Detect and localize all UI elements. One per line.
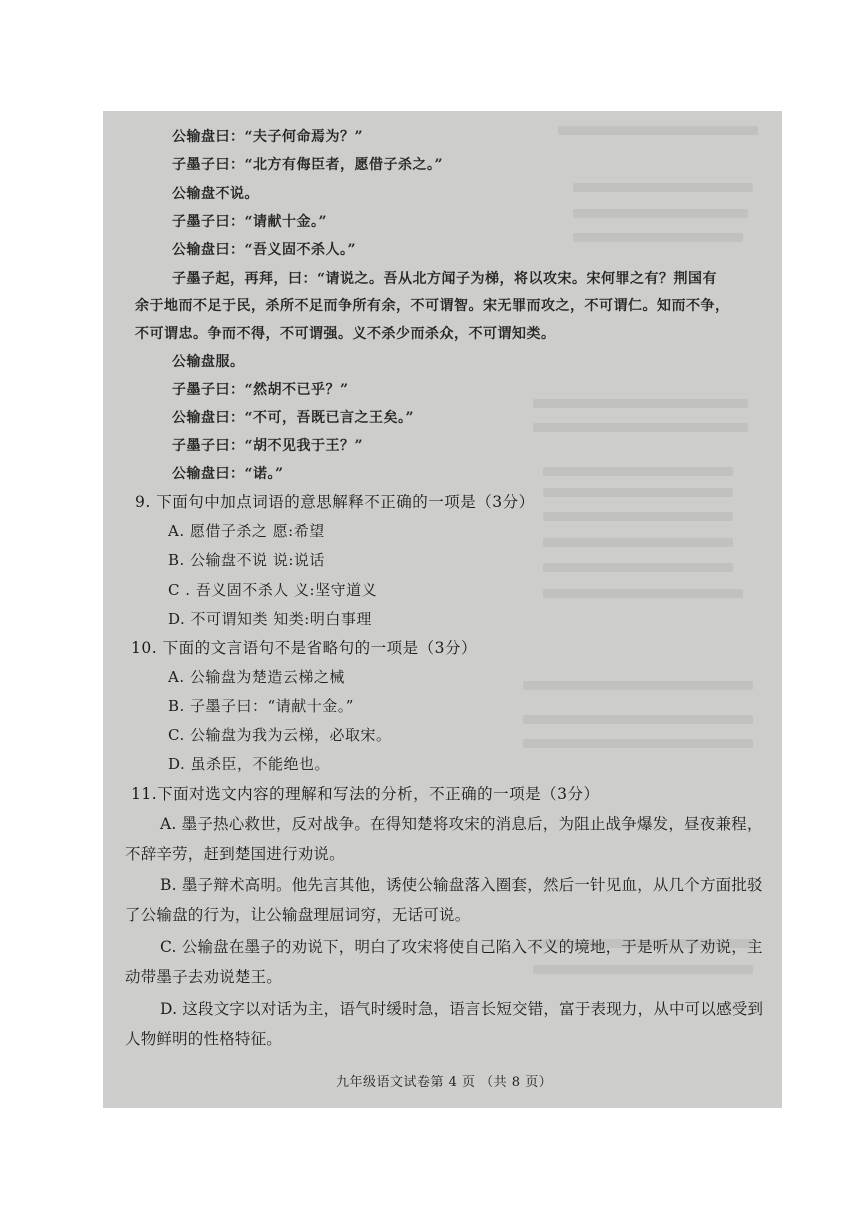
question-11-option-a: A. 墨子热心救世，反对战争。在得知楚将攻宋的消息后，为阻止战争爆发，昼夜兼程， <box>160 815 763 833</box>
question-9-option-b: B. 公输盘不说 说:说话 <box>168 551 325 569</box>
question-11-option-a-cont: 不辞辛劳，赶到楚国进行劝说。 <box>125 845 345 863</box>
bleed-through-mark <box>543 488 733 497</box>
question-11-option-d-cont: 人物鲜明的性格特征。 <box>125 1030 283 1048</box>
question-9-stem: 9. 下面句中加点词语的意思解释不正确的一项是（3分） <box>135 493 535 511</box>
passage-line: 不可谓忠。争而不得，不可谓强。义不杀少而杀众，不可谓知类。 <box>135 326 556 342</box>
passage-line: 公输盘曰：“吾义固不杀人。” <box>172 242 357 258</box>
question-11-option-b-cont: 了公输盘的行为，让公输盘理屈词穷，无话可说。 <box>125 906 471 924</box>
question-11-option-b: B. 墨子辩术高明。他先言其他，诱使公输盘落入圈套，然后一针见血，从几个方面批驳 <box>160 876 763 894</box>
bleed-through-mark <box>558 126 758 135</box>
bleed-through-mark <box>533 423 748 432</box>
passage-line: 子墨子曰：“北方有侮臣者，愿借子杀之。” <box>172 157 444 173</box>
passage-line: 公输盘服。 <box>172 354 245 370</box>
question-10-stem: 10. 下面的文言语句不是省略句的一项是（3分） <box>131 639 477 657</box>
passage-line: 公输盘曰：“不可，吾既已言之王矣。” <box>172 410 415 426</box>
bleed-through-mark <box>543 538 733 547</box>
question-10-option-b: B. 子墨子曰：“请献十金。” <box>168 697 354 715</box>
question-10-option-d: D. 虽杀臣，不能绝也。 <box>168 755 331 773</box>
bleed-through-mark <box>523 681 753 690</box>
bleed-through-mark <box>543 512 733 521</box>
bleed-through-mark <box>543 467 733 476</box>
bleed-through-mark <box>533 965 753 974</box>
bleed-through-mark <box>543 563 733 572</box>
bleed-through-mark <box>523 715 753 724</box>
question-10-option-c: C. 公输盘为我为云梯，必取宋。 <box>168 726 392 744</box>
page-footer: 九年级语文试卷第 4 页 （共 8 页） <box>336 1075 553 1090</box>
question-11-option-c-cont: 动带墨子去劝说楚王。 <box>125 968 283 986</box>
bleed-through-mark <box>533 399 748 408</box>
exam-page <box>103 111 782 1108</box>
passage-line: 子墨子曰：“然胡不已乎？” <box>172 382 349 398</box>
bleed-through-mark <box>573 183 753 192</box>
question-11-stem: 11.下面对选文内容的理解和写法的分析，不正确的一项是（3分） <box>131 785 600 803</box>
passage-line: 公输盘曰：“夫子何命焉为？” <box>172 129 364 145</box>
question-11-option-c: C. 公输盘在墨子的劝说下，明白了攻宋将使自己陷入不义的境地，于是听从了劝说，主 <box>160 938 763 956</box>
bleed-through-mark <box>573 233 743 242</box>
question-11-option-d: D. 这段文字以对话为主，语气时缓时急，语言长短交错，富于表现力，从中可以感受到 <box>160 1000 764 1018</box>
passage-line: 子墨子曰：“请献十金。” <box>172 214 328 230</box>
question-9-option-a: A. 愿借子杀之 愿:希望 <box>168 522 325 540</box>
bleed-through-mark <box>543 589 743 598</box>
bleed-through-mark <box>573 209 748 218</box>
question-9-option-d: D. 不可谓知类 知类:明白事理 <box>168 610 372 628</box>
passage-line: 公输盘曰：“诺。” <box>172 466 284 482</box>
passage-line: 子墨子曰：“胡不见我于王？” <box>172 438 364 454</box>
passage-line: 公输盘不说。 <box>172 186 259 202</box>
question-10-option-a: A. 公输盘为楚造云梯之械 <box>168 668 345 686</box>
passage-line: 子墨子起，再拜，曰：“请说之。吾从北方闻子为梯，将以攻宋。宋何罪之有？荆国有 <box>172 271 718 287</box>
question-9-option-c: C . 吾义固不杀人 义:坚守道义 <box>168 581 378 599</box>
bleed-through-mark <box>523 739 753 748</box>
passage-line: 余于地而不足于民，杀所不足而争所有余，不可谓智。宋无罪而攻之，不可谓仁。知而不争， <box>135 298 730 314</box>
